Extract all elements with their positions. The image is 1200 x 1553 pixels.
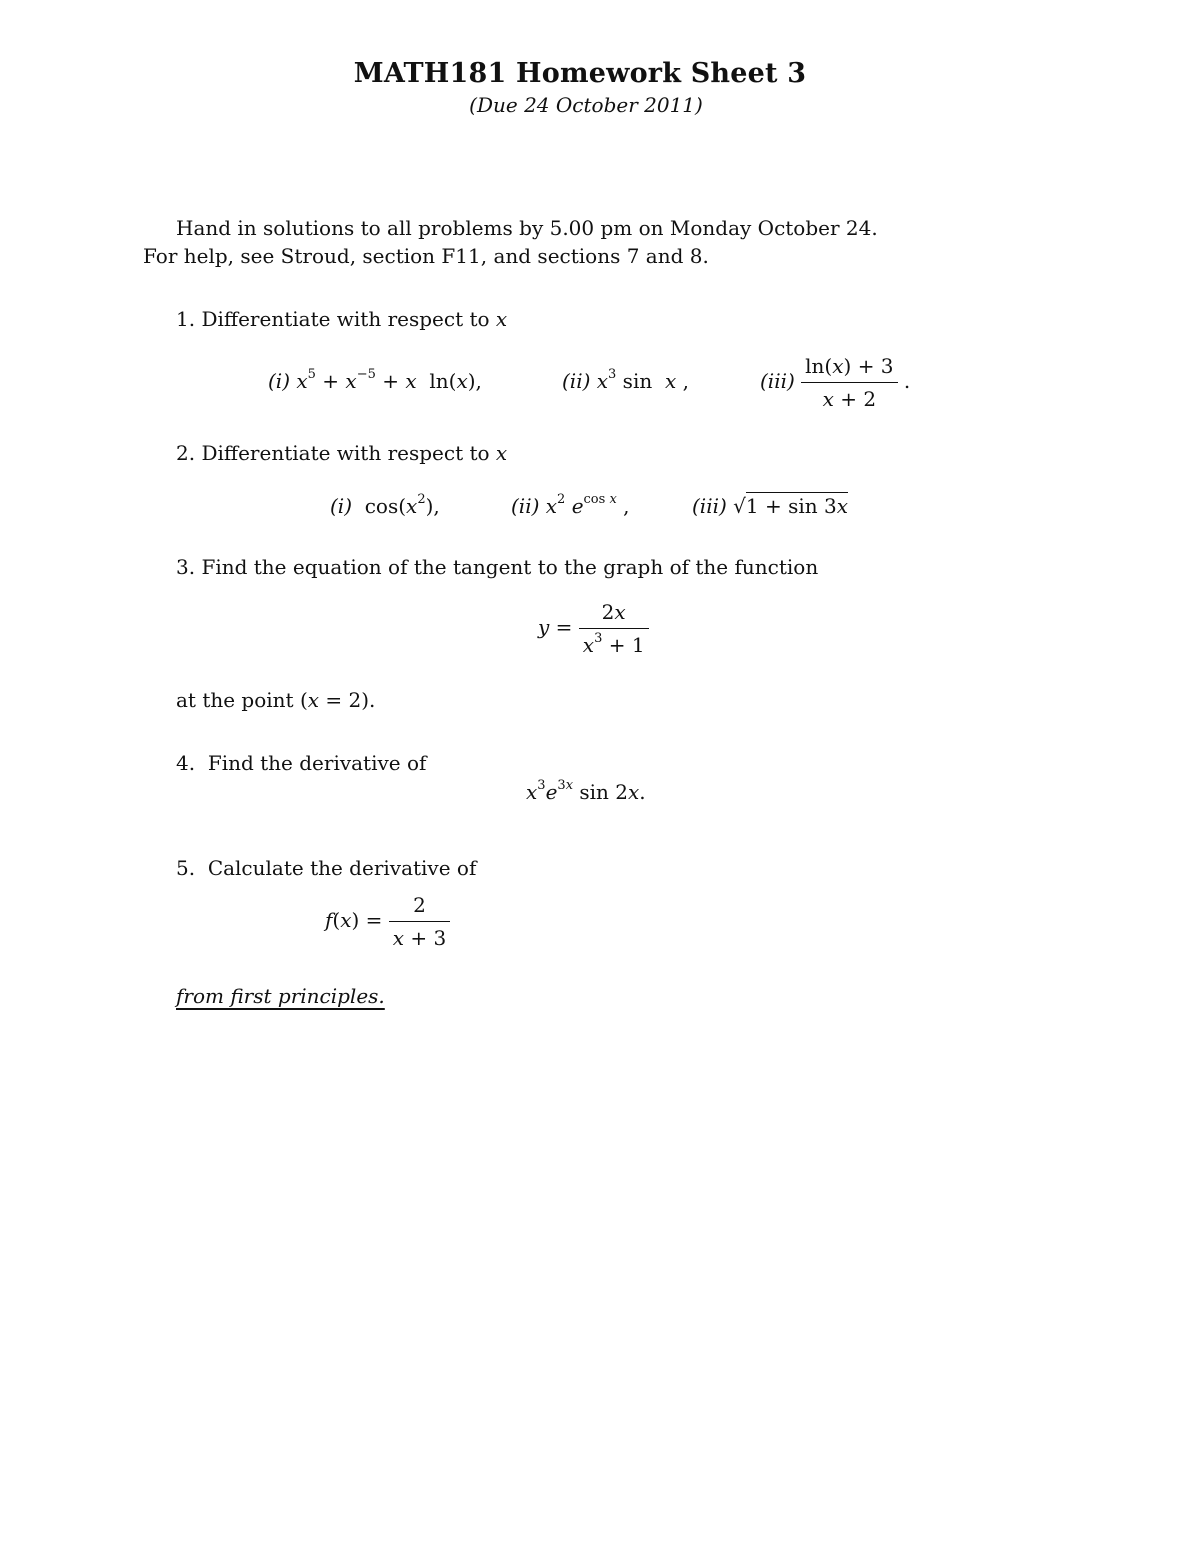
problem-1-part-i: (i) $x^5 + x^{-5} + x$ ln(x), xyxy=(268,367,482,393)
intro-line-2: For help, see Stroud, section F11, and sections 7 and 8. xyxy=(143,244,709,268)
problem-5-fraction: $\frac{2}{x + 3}$ xyxy=(389,893,450,950)
problem-2-text: Differentiate with respect to xyxy=(201,441,490,465)
problem-3-text: Find the equation of the tangent to the graph of the function xyxy=(201,555,819,579)
problem-2-part-iii: (iii) √1 + sin 3x xyxy=(692,494,849,518)
problem-2-number: 2. xyxy=(176,441,196,465)
problem-3-statement xyxy=(176,555,818,579)
problem-2-statement: 2. Differentiate with respect to x xyxy=(176,441,508,465)
problem-1-number: 1. xyxy=(176,307,196,331)
problem-1-part-iii: (iii) $\frac{\ln(x) + 3}{x + 2}$ . xyxy=(760,354,911,411)
problem-5-function: f(x) = $\frac{2}{x + 3}$ xyxy=(325,893,450,950)
problem-5-statement xyxy=(176,856,476,880)
due-date-subtitle: (Due 24 October 2011) xyxy=(469,93,703,117)
problem-3-fraction: $\frac{2x}{x^3 + 1}$ xyxy=(579,600,649,657)
problem-3-number: 3. xyxy=(176,555,196,579)
intro-line-1: Hand in solutions to all problems by 5.00 pm on Monday October 24. xyxy=(176,216,878,240)
problem-4-number: 4. xyxy=(176,751,196,775)
problem-5-number: 5. xyxy=(176,856,196,880)
problem-4-text: Find the derivative of xyxy=(207,751,427,775)
problem-4-statement xyxy=(176,751,426,775)
page-title: MATH181 Homework Sheet 3 xyxy=(353,58,807,89)
problem-1-part-iii-fraction: $\frac{\ln(x) + 3}{x + 2}$ xyxy=(801,354,897,411)
problem-2-part-ii: (ii) $x^2$ $e^{cos x}$ , xyxy=(511,492,630,518)
problem-5-first-principles: from first principles. xyxy=(176,984,385,1008)
problem-3-point: at the point (x = 2). xyxy=(176,688,376,712)
problem-1-part-i-label: (i) xyxy=(268,369,291,393)
problem-1-part-ii: (ii) $x^3$ sin x , xyxy=(562,367,689,393)
problem-2-part-i: (i) $\cos(x^2)$, xyxy=(330,492,440,518)
problem-1-statement: 1. Differentiate with respect to x xyxy=(176,307,508,331)
problem-5-text: Calculate the derivative of xyxy=(207,856,477,880)
problem-4-expression: $x^3e^{3x}$ sin 2x. xyxy=(526,778,646,804)
problem-3-function: y = $\frac{2x}{x^3 + 1}$ xyxy=(538,600,649,657)
problem-1-text: Differentiate with respect to xyxy=(201,307,490,331)
